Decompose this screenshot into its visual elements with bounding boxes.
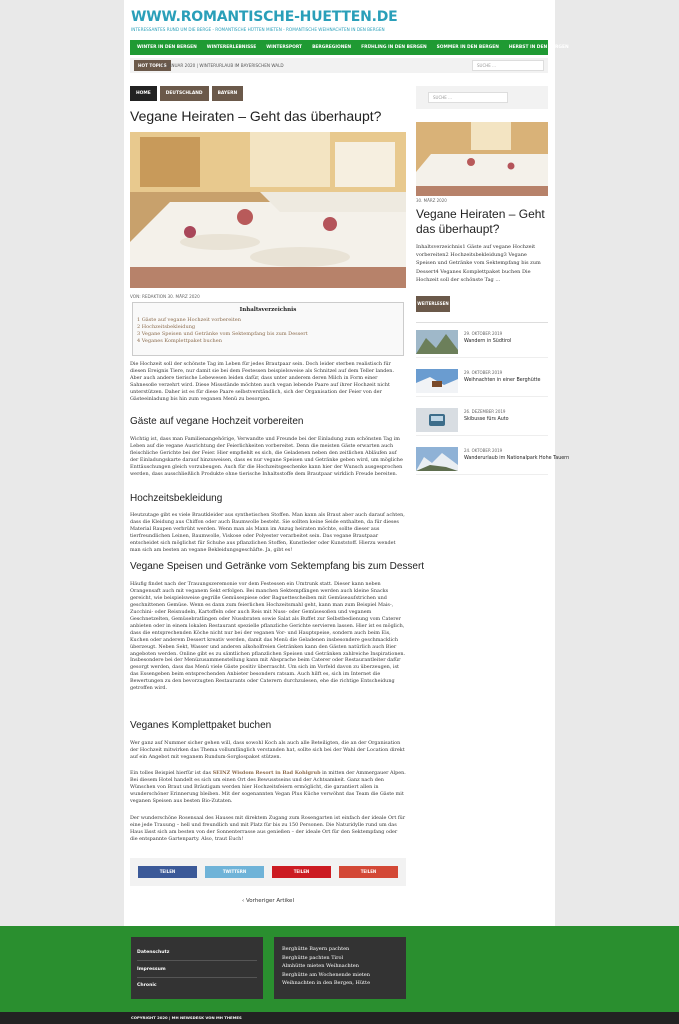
toc-item[interactable]: 4 Veganes Komplettpaket buchen xyxy=(137,338,222,344)
sidebar-featured-title[interactable]: Vegane Heiraten – Geht das überhaupt? xyxy=(416,207,545,236)
post-thumbnail[interactable] xyxy=(416,369,458,393)
previous-article-link[interactable]: ‹ Vorheriger Artikel xyxy=(242,898,294,904)
section-heading: Vegane Speisen und Getränke vom Sektempfang bis zum Dessert xyxy=(130,561,425,572)
post-thumbnail[interactable] xyxy=(416,408,458,432)
nav-item-sommer[interactable]: SOMMER IN DEN BERGEN xyxy=(436,45,499,50)
nav-item-fruehling[interactable]: FRÜHLING IN DEN BERGEN xyxy=(361,45,427,50)
toc-item[interactable]: 1 Gäste auf vegane Hochzeit vorbereiten xyxy=(137,317,241,323)
share-twitter-button[interactable]: TWITTERN xyxy=(205,866,264,878)
post-thumbnail[interactable] xyxy=(416,330,458,354)
section-heading: Veganes Komplettpaket buchen xyxy=(130,720,272,731)
footer-link-chronic[interactable]: Chronic xyxy=(137,983,157,988)
post-title[interactable]: Weihnachten in einer Berghütte xyxy=(464,378,541,383)
toc-title: Inhaltsverzeichnis xyxy=(239,307,297,313)
list-item[interactable] xyxy=(416,408,548,434)
article-hero-image xyxy=(130,132,406,288)
post-title[interactable]: Wandern in Südtirol xyxy=(464,339,512,344)
footer-link[interactable]: Almhütte mieten Weihnachten xyxy=(282,963,359,969)
post-title[interactable]: Skibusse fürs Auto xyxy=(464,417,509,422)
nav-item-herbst[interactable]: HERBST IN DEN BERGEN xyxy=(508,45,569,50)
ticker-news-link[interactable]: 8. JANUAR 2020 | WINTERURLAUB IM BAYERISCHEN WALD xyxy=(162,63,284,68)
post-date: 24. OKTOBER 2019 xyxy=(464,448,503,453)
post-title[interactable]: Wanderurlaub im Nationalpark Hohe Tauern xyxy=(464,456,570,461)
section-text: Wichtig ist, dass man Familienangehörige, Verwandte und Freunde bei der Einladung zum schönsten Tag im Leben auf die vegane Ausrichtung der Feierlichkeiten vorbereitet. Denn die meisten Gäste erwarten auch fleischliche Gerichte bei der Feier. Hier empfiehlt es sich, die Geladenen neben den zeitlichen Abläufen auf der Einladungskarte darauf hinzuweisen, dass es nur vegane Speisen und Getränke geben wird, um mögliche Enttäuschungen gleich vorzubeugen. Auch für die Hochzeitsgeschenke kann hier der Wunsch ausgesprochen werden, dass ausschließlich Produkte ohne tierische Inhaltsstoffe dem Brautpaar wirklich Freude bereiten. xyxy=(130,436,403,477)
section-text: Häufig findet nach der Trauungszeremonie vor dem Festessen ein Umtrunk statt. Dieser kann neben Orangensaft auch mit veganem Sekt erfolgen. Bei manchen Sektempfängen werden auch kleine Snacks gereicht, wie beispielsweise gegrille Gemüsespiese oder Baguettescheiben mit Gemüseaufstrichen und geschnittenen Gemüse. Wenn es dann zum feierlichen Hochzeitsmahl geht, kann man zum Beispiel Mais-, Zucchini- oder Reisnudeln, Kartoffeln oder auch Reis mit Nuss- oder Gemüsesoßen und veganem Geschnetzelten, Gemüsebratlingen oder Nussbraten sowie Salat als Buffet zur Selbstbedienung vom Caterer anbieten oder in einem lokalen Restaurant spezielle pflanzliche Gerichte servieren lassen. Hier ist es möglich, dass die entsprechenden Köche nicht nur bei der veganen Vor- und Hauptspeise, sondern auch beim Eis, Kuchen oder anderem Dessert kreativ werden, damit das Menü die Geladenen insbesondere geschmacklich überzeugt. Neben Sekt, Wasser und anderen alkoholfreien Getränken kann den Gästen natürlich auch Bier angeboten werden. Online gibt es zu sämtlichen pflanzlichen Speisen und Getränken zahlreiche Inspirationen. Insbesondere bei der Menüzusammenstellung kann mit Absprache beim Caterer oder Restaurantleiter dafür gesorgt werden, dass das Menü viele Gäste positiv überrascht. Um sich im Vorfeld davon zu überzeugen, ist das Essengeben beim entsprechenden Anbieter besonders ratsam. Auch hilft es, sich im Internet die Bewertungen zu den bevorzugten Restaurants oder Caterern durchzulesen, ehe die richtige Entscheidung getroffen wird. xyxy=(130,581,406,692)
footer-link-impressum[interactable]: Impressum xyxy=(137,967,166,972)
section-text: Wer ganz auf Nummer sicher gehen will, dass sowohl Koch als auch alle Beteiligten, die an der Organisation der Hochzeit mitwirken das Thema vollumfänglich verstanden hat, sollte sich bei der Wahl der Location direkt auf ein Angebot mit veganem Rundum-Sorglospaket stützen. xyxy=(130,740,405,760)
main-nav xyxy=(130,40,569,55)
breadcrumb xyxy=(130,86,243,101)
footer-menu xyxy=(131,937,263,999)
breadcrumb-deutschland[interactable]: DEUTSCHLAND xyxy=(160,86,209,101)
section-text: Heutzutage gibt es viele Brautkleider aus synthetischen Stoffen. Man kann als Braut aber auch darauf achten, dass die Kleidung aus Chiffon oder auch Baumwolle besteht. Sie sollten keine Seide enthalten, da für dieses Material Raupen verbrüht werden. Wenn man als Mann im Anzug heiraten möchte, sollte dieser aus tierfreundlichen Leinen, Baumwolle, Viskose oder Polyester verarbeitet sein. Das vegane Brautpaar entscheidet sich möglichst für Schuhe aus pflanzlichen Stoffen, Kunstleder oder Kunststoff. Hierzu wendet man sich am besten an vegane Bekleidungsgeschäfte. Ja, gibt es! xyxy=(130,512,405,553)
post-date: 29. OKTOBER 2019 xyxy=(464,370,503,375)
page-container xyxy=(124,0,570,926)
section-heading: Hochzeitsbekleidung xyxy=(130,493,223,504)
toc-item[interactable]: 3 Vegane Speisen und Getränke vom Sektempfang bis zum Dessert xyxy=(137,331,308,337)
article-title: Vegane Heiraten – Geht das überhaupt? xyxy=(130,108,382,124)
section-text: Der wunderschöne Rosensaal des Hauses mit direktem Zugang zum Rosengarten ist einfach der ideale Ort für eine jede Trauung – hell und freundlich und mit Platz für bis zu 150 Personen. Die Naturidylle rund um das Haus lässt sich am besten von der Sonnenterrasse aus genießen – der ideale Ort für den Sektempfang oder die entspannte Gartenparty. Also, traut Euch! xyxy=(130,815,406,842)
sidebar-featured-date: 30. MÄRZ 2020 xyxy=(416,198,447,203)
footer-link[interactable]: Berghütte pachten Tirol xyxy=(282,954,344,961)
chevron-left-icon: ‹ xyxy=(242,898,246,904)
copyright-bar xyxy=(0,1012,679,1024)
resort-link[interactable]: SEINZ Wisdom Resort in Bad Kohlgrub xyxy=(212,770,321,776)
article-meta: VON: REDAKTION 30. MÄRZ 2020 xyxy=(130,294,200,299)
share-facebook-button[interactable]: TEILEN xyxy=(138,866,197,878)
sidebar-divider xyxy=(416,322,548,323)
share-pinterest-button[interactable]: TEILEN xyxy=(272,866,331,878)
footer-link[interactable]: Weihnachten in den Bergen, Hütte xyxy=(282,980,371,986)
table-of-contents xyxy=(132,302,404,356)
share-google-button[interactable]: TEILEN xyxy=(339,866,398,878)
breadcrumb-home[interactable]: HOME xyxy=(130,86,157,101)
footer-links xyxy=(274,937,406,999)
post-date: 29. OKTOBER 2019 xyxy=(464,331,503,336)
footer-link-datenschutz[interactable]: Datenschutz xyxy=(137,950,170,955)
nav-item-bergregionen[interactable]: BERGREGIONEN xyxy=(312,45,352,50)
nav-item-winter[interactable]: WINTER IN DEN BERGEN xyxy=(137,45,197,50)
footer-link[interactable]: Berghütte am Wochenende mieten xyxy=(282,971,370,978)
site-logo[interactable]: WWW.ROMANTISCHE-HUETTEN.DE xyxy=(131,9,398,25)
post-thumbnail[interactable] xyxy=(416,447,458,471)
nav-item-wintersport[interactable]: WINTERSPORT xyxy=(266,45,303,50)
toc-item[interactable]: 2 Hochzeitsbekleidung xyxy=(137,324,196,330)
list-item[interactable] xyxy=(416,369,548,395)
header-search-input[interactable]: SUCHE ... xyxy=(472,60,544,71)
sidebar-search xyxy=(416,86,548,109)
article-intro: Die Hochzeit soll der schönste Tag im Leben für jedes Brautpaar sein. Doch leider sterben realistisch für diesen Ereignis Tiere, nur damit sie bei dem Festessen beispielsweise als Schnitzel auf dem Teller landen. Aber auch andere tierische Lebewesen leiden dafür, dass unter anderem deren Milch in Form einer Sahnesoße verzehrt wird. Diese Missstände möchten auch vegan lebende Paare auf ihrer Hochzeit nicht unterstützen. Daher ist es für diese Paare selbstverständlich, sich der Organisation der Feier von der Gästeeinladung bis hin zum veganen Menü zu besorgen. xyxy=(130,361,394,402)
breadcrumb-bayern[interactable]: BAYERN xyxy=(212,86,244,101)
footer-link[interactable]: Berghütte Bayern pachten xyxy=(282,946,350,952)
post-date: 26. DEZEMBER 2019 xyxy=(464,409,506,414)
copyright-text: COPYRIGHT 2020 | MH NEWSDESK VON MH THEMES xyxy=(131,1015,242,1020)
sidebar-search-input[interactable]: SUCHE ... xyxy=(428,92,508,103)
section-heading: Gäste auf vegane Hochzeit vorbereiten xyxy=(130,416,304,427)
sidebar-featured-image[interactable] xyxy=(416,122,548,196)
nav-item-wintererlebnisse[interactable]: WINTERERLEBNISSE xyxy=(206,45,257,50)
site-tagline: INTERESSANTES RUND UM DIE BERGE - ROMANTISCHE HÜTTEN MIETEN - ROMANTISCHE WEIHNACHTEN IN DEN BERGEN xyxy=(131,27,385,32)
section-text: Ein tolles Beispiel hierfür ist das SEINZ Wisdom Resort in Bad Kohlgrub in mitten der Ammergauer Alpen. Bei diesem Hotel handelt es sich um einen Ort des Bewusstseins und der Achtsamkeit. Ganz nach den Wünschen von Braut und Bräutigam werden hier Hochzeitsfeiern ermöglicht, die garantiert allen in wunderschöner Erinnerung bleiben. Mit der sogenannten Vegan Plus Küche verwöhnt das Team die Gäste mit veganen Speisen aus besten Bio-Zutaten. xyxy=(130,770,406,804)
list-item[interactable] xyxy=(416,330,548,356)
hot-topics-label: HOT TOPICS xyxy=(134,60,171,71)
share-bar xyxy=(130,858,406,886)
sidebar-featured-excerpt: Inhaltsverzeichnis1 Gäste auf vegane Hochzeit vorbereiten2 Hochzeitsbekleidung3 Vegane Speisen und Getränke vom Sektempfang bis zum Dessert4 Veganes Komplettpaket buchen Die Hochzeit soll der schönste Tag … xyxy=(416,244,541,283)
read-more-button[interactable]: WEITERLESEN xyxy=(416,296,450,312)
list-item[interactable] xyxy=(416,447,570,473)
